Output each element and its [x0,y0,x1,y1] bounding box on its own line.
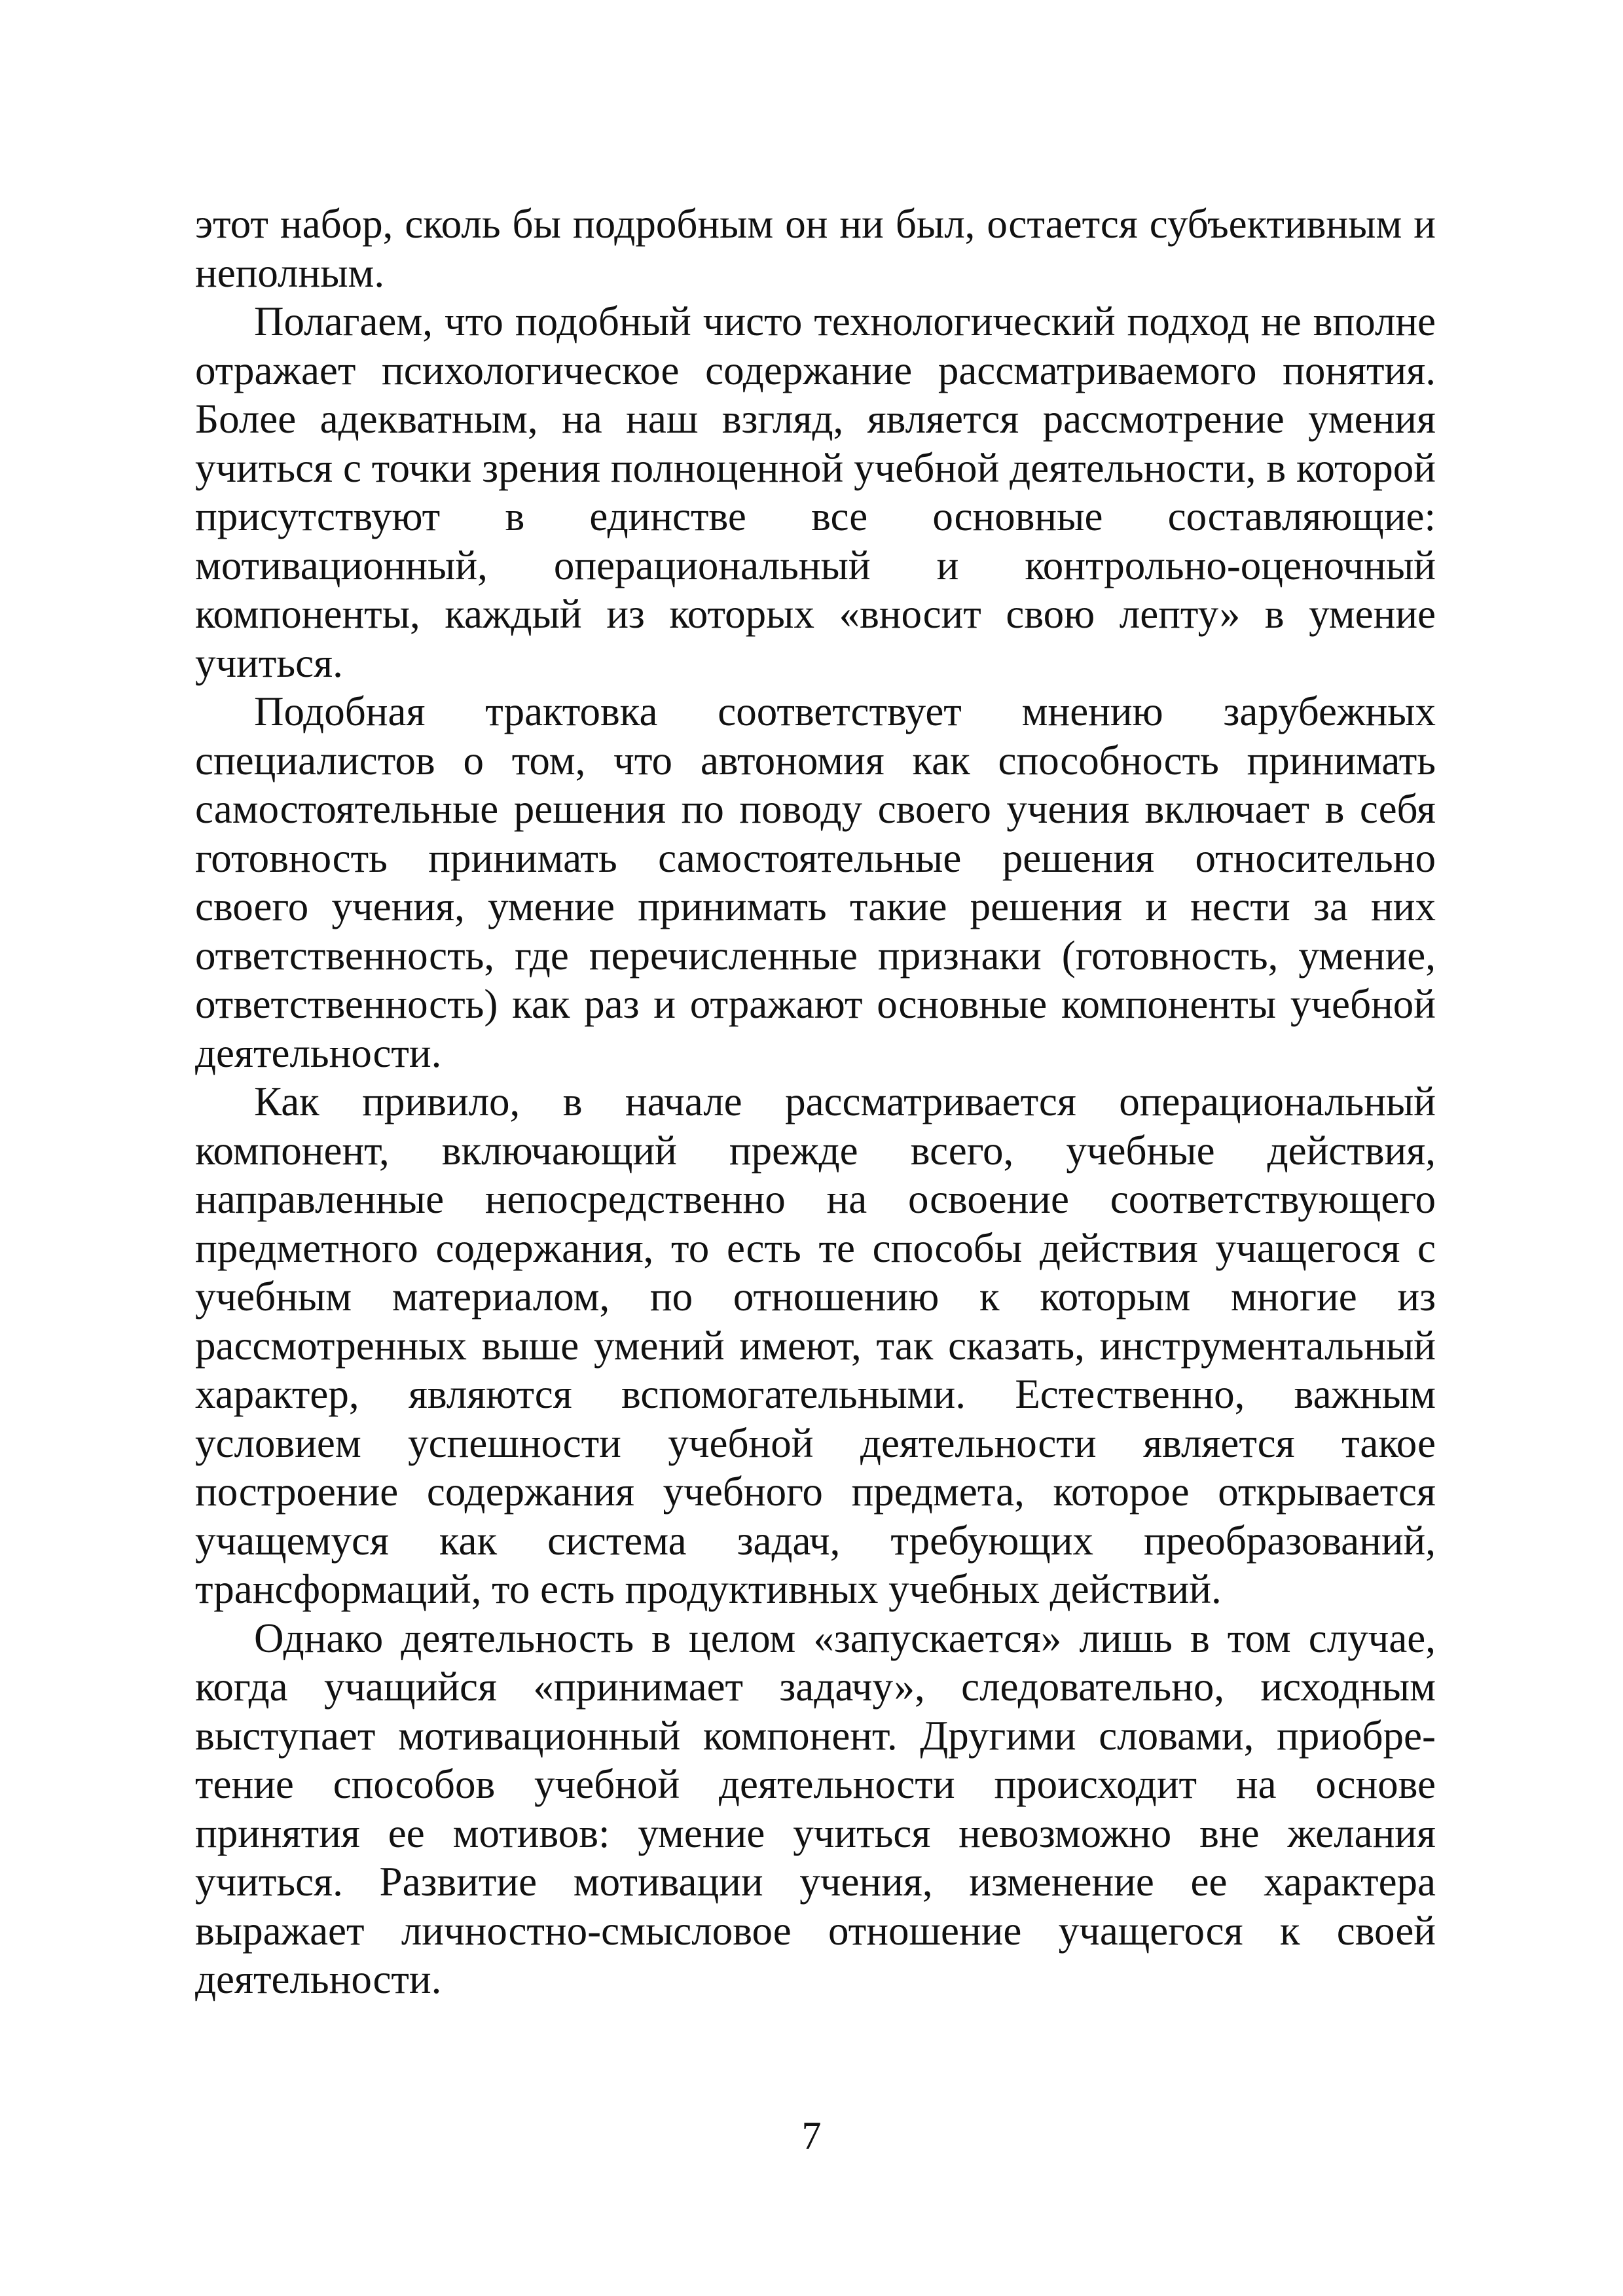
body-text [195,200,1436,2004]
page-number: 7 [801,2114,822,2157]
paragraph-autonomy: Подобная трактовка соответствует мнению зарубежных специалистов о том, что автономия как способность принимать самостоятельные решения по поводу своего учения включает в себя готовность принимать самостоятельные решения относительно своего учения, умение принимать такие решения и нести за них ответственность, где перечисленные признаки (готовность, умение, ответственность) как раз и отражают основные компоненты учебной деятельности. [195,689,1436,1076]
paragraph-motivational-component: Однако деятельность в целом «запускается» лишь в том случае, когда учащийся «принимает задачу», следовательно, исходным выступает мотивационный компонент. Другими словами, приобретение способов учебной деятельности происходит на основе принятия ее мотивов: умение учиться невозможно вне желания учиться. Развитие мотивации учения, изменение ее характера выражает личностно-смысловое отношение учащегося к своей деятельности. [195,1615,1436,2002]
paragraph-technological-approach: Полагаем, что подобный чисто технологический подход не вполне отражает психологическое содержание рассматриваемого понятия. Более адекватным, на наш взгляд, является рассмотрение умения учиться с точки зрения полноценной учебной деятельности, в которой присутствуют в единстве все основные составляющие: мотивационный, операциональный и контрольно-оценочный компоненты, каждый из которых «вносит свою лепту» в умение учиться. [195,298,1436,686]
paragraph-continuation: этот набор, сколь бы подробным он ни был, остается субъективным и неполным. [195,201,1436,296]
paragraph-operational-component: Как привило, в начале рассматривается операциональный компонент, включающий прежде всего, учебные действия, направленные непосредственно на освоение соответствующего предметного содержания, то есть те способы действия учащегося с учебным материалом, по отношению к которым многие из рассмотренных выше умений имеют, так сказать, инструментальный характер, являются вспомогательными. Естественно, важным условием успешности учебной деятельности является такое построение содержания учебного предмета, которое открывается учащемуся как система задач, требующих преобразований, трансформаций, то есть продуктивных учебных действий. [195,1079,1436,1612]
